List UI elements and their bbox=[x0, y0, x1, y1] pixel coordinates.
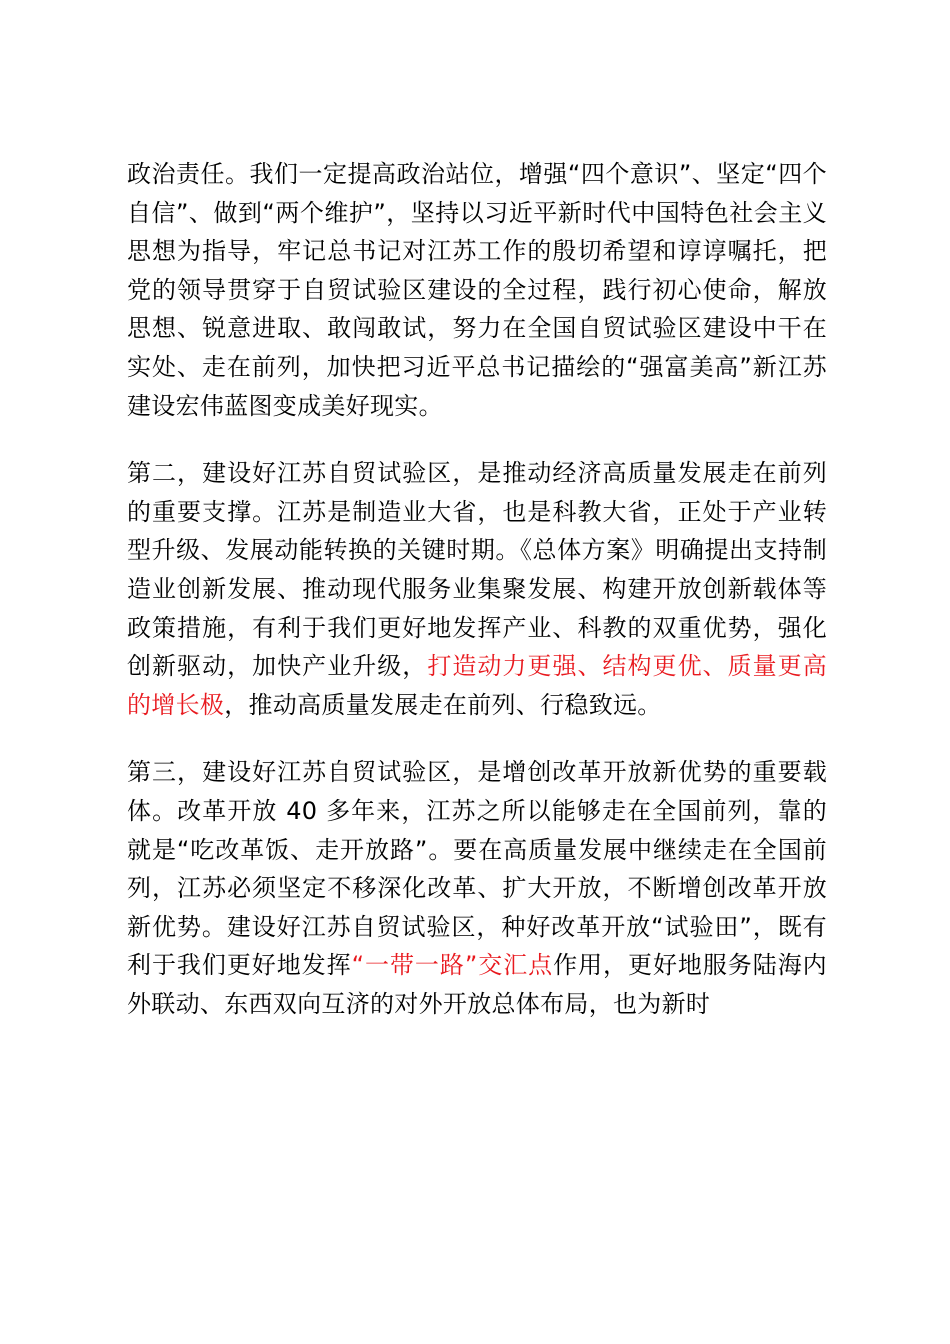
paragraph-3-text-end: 作用，更好地服务陆海内外联动、东西双向互济的对外开放总体布局，也为新时 bbox=[127, 951, 827, 1018]
paragraph-2-text: 第二，建设好江苏自贸试验区，是推动经济高质量发展走在前列的重要支撑。江苏是制造业大省，也是科教大省，正处于产业转型升级、发展动能转换的关键时期。《总体方案》明确提出支持制造业创新发展、推动现代服务业集聚发展、构建开放创新载体等政策措施，有利于我们更好地发挥产业、科教的双重优势，强化创新驱动，加快产业升级， bbox=[127, 459, 827, 681]
paragraph-3 bbox=[127, 753, 827, 1023]
paragraph-1 bbox=[127, 155, 827, 425]
paragraph-3-highlight: “一带一路”交汇点 bbox=[351, 951, 554, 980]
paragraph-1-text: 政治责任。我们一定提高政治站位，增强“四个意识”、坚定“四个自信”、做到“两个维护”，坚持以习近平新时代中国特色社会主义思想为指导，牢记总书记对江苏工作的殷切希望和谆谆嘱托，把党的领导贯穿于自贸试验区建设的全过程，践行初心使命，解放思想、锐意进取、敢闯敢试，努力在全国自贸试验区建设中干在实处、走在前列，加快把习近平总书记描绘的“强富美高”新江苏建设宏伟蓝图变成美好现实。 bbox=[127, 160, 827, 420]
paragraph-3-text: 第三，建设好江苏自贸试验区，是增创改革开放新优势的重要载体。改革开放 40 多年来，江苏之所以能够走在全国前列，靠的就是“吃改革饭、走开放路”。要在高质量发展中继续走在全国前列，江苏必须坚定不移深化改革、扩大开放，不断增创改革开放新优势。建设好江苏自贸试验区，种好改革开放“试验田”，既有利于我们更好地发挥 bbox=[127, 758, 827, 980]
paragraph-2-text-end: ，推动高质量发展走在前列、行稳致远。 bbox=[224, 690, 662, 719]
paragraph-2 bbox=[127, 454, 827, 724]
document-body bbox=[127, 155, 827, 1023]
paragraph-2-highlight: 打造动力更强、结构更优、质量更高的增长极 bbox=[127, 652, 827, 719]
